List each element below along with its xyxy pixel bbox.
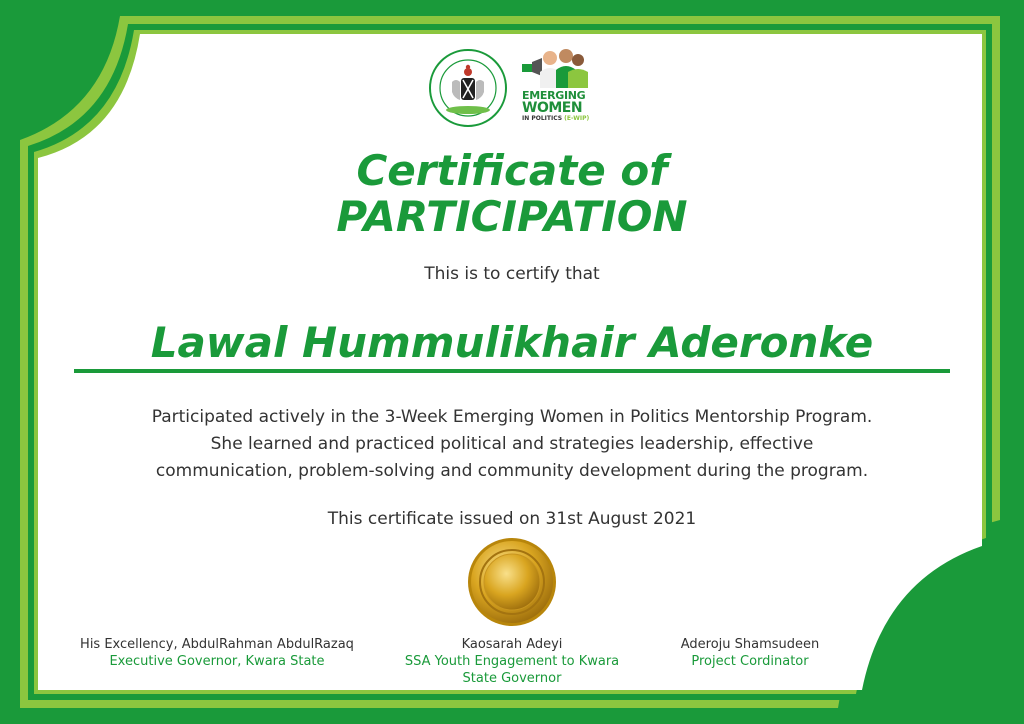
ewip-logo-line2: WOMEN [522,100,583,116]
signatory-name: Aderoju Shamsudeen [680,637,820,652]
signatory-role: Executive Governor, Kwara State [109,654,325,669]
name-underline [74,369,950,373]
signatory-name: His Excellency, AbdulRahman AbdulRazaq [80,637,354,652]
signatory-governor [64,636,370,670]
recipient-name: Lawal Hummulikhair Aderonke [150,318,874,367]
logo-strip [0,44,1024,134]
signatory-role: Project Cordinator [691,654,809,669]
ewip-logo-line3-main: IN POLITICS [522,115,563,122]
ewip-logo-line1: EMERGING [522,89,586,102]
gold-seal-icon [466,536,558,628]
certificate-title-line2: PARTICIPATION [336,192,688,241]
kwara-state-seal-icon [428,48,508,128]
signatory-role: SSA Youth Engagement to Kwara State Governor [404,654,620,686]
ewip-logo-text [522,90,602,122]
ewip-logo-line3-accent: (E-WIP) [564,115,590,122]
signatory-coordinator [640,636,860,670]
certificate-title-line1: Certificate of [356,146,668,195]
ewip-logo-line3 [522,116,602,122]
signatory-ssa [398,636,626,687]
signatory-name: Kaosarah Adeyi [461,637,563,652]
certificate-body-text: Participated actively in the 3-Week Emerging Women in Politics Mentorship Program. She learned and practiced political and strategies leadership, effective communication, problem-solving and community development during the program. [151,407,873,481]
certify-intro: This is to certify that [424,264,600,284]
issue-date-text: This certificate issued on 31st August 2021 [327,509,697,529]
